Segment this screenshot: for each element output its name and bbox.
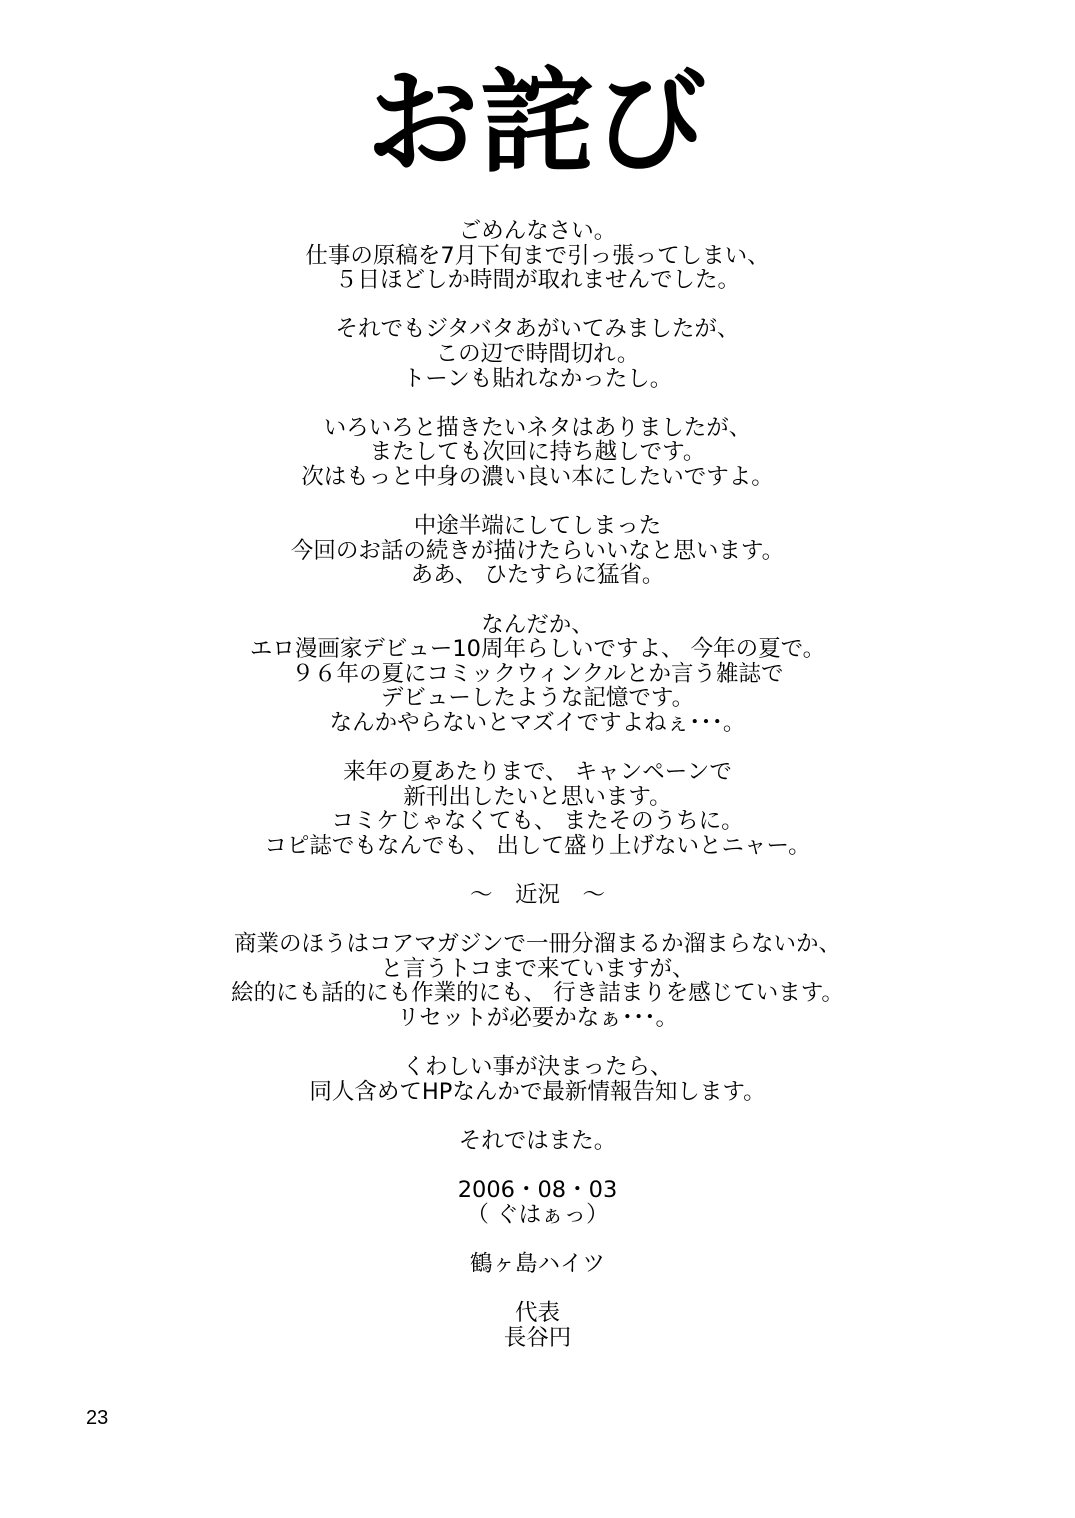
body-line: この辺で時間切れ。 xyxy=(435,340,640,367)
body-line: ああ、 ひたすらに猛省。 xyxy=(410,562,665,589)
body-line: コミケじゃなくても、 またそのうちに。 xyxy=(331,808,744,835)
date-line: 2006・08・03 xyxy=(457,1177,618,1204)
body-line: 仕事の原稿を7月下旬まで引っ張ってしまい、 xyxy=(305,242,770,269)
body-line: ９６年の夏にコミックウィンクルとか言う雑誌で xyxy=(291,660,784,687)
closing-line: それではまた。 xyxy=(458,1127,617,1154)
author-role: 代表 xyxy=(514,1300,560,1327)
circle-name: 鶴ヶ島ハイツ xyxy=(469,1250,605,1277)
body-line: デビューしたような記憶です。 xyxy=(380,685,695,712)
date-remark: （ ぐはぁっ） xyxy=(466,1201,609,1228)
body-line: 中途半端にしてしまった xyxy=(413,513,662,540)
body-line: 次はもっと中身の濃い良い本にしたいですよ。 xyxy=(301,463,774,490)
body-line: と言うトコまで来ていますが、 xyxy=(380,955,695,982)
message-body xyxy=(0,219,1075,1350)
body-line: エロ漫画家デビュー10周年らしいですよ、 今年の夏で。 xyxy=(249,636,826,663)
body-line: なんかやらないとマズイですよねぇ･･･。 xyxy=(329,709,746,736)
page-title: お詫び xyxy=(366,58,709,188)
body-line: コピ誌でもなんでも、 出して盛り上げないとニャー。 xyxy=(264,832,811,859)
body-line: またしても次回に持ち越しです。 xyxy=(369,439,706,466)
body-line: トーンも貼れなかったし。 xyxy=(402,365,673,392)
body-line: くわしい事が決まったら、 xyxy=(402,1054,673,1081)
body-line: いろいろと描きたいネタはありましたが、 xyxy=(323,414,752,441)
body-line: リセットが必要かなぁ･･･。 xyxy=(396,1005,679,1031)
body-line: 来年の夏あたりまで、 キャンペーンで xyxy=(343,759,732,786)
body-line: なんだか、 xyxy=(481,611,594,638)
body-line: それでもジタバタあがいてみましたが、 xyxy=(335,316,740,343)
body-line: 今回のお話の続きが描けたらいいなと思います。 xyxy=(290,537,785,564)
body-line: 商業のほうはコアマガジンで一冊分溜まるか溜まらないか、 xyxy=(234,931,841,958)
body-line: ５日ほどしか時間が取れませんでした。 xyxy=(334,267,740,294)
body-line: 新刊出したいと思います。 xyxy=(403,783,672,810)
page-number: 23 xyxy=(86,1407,109,1429)
section-heading: ～ 近況 ～ xyxy=(469,882,605,909)
author-name: 長谷円 xyxy=(503,1324,572,1351)
body-line: 絵的にも話的にも作業的にも、 行き詰まりを感じています。 xyxy=(231,980,844,1007)
body-line: 同人含めてHPなんかで最新情報告知します。 xyxy=(309,1078,766,1105)
body-line: ごめんなさい。 xyxy=(458,218,617,244)
